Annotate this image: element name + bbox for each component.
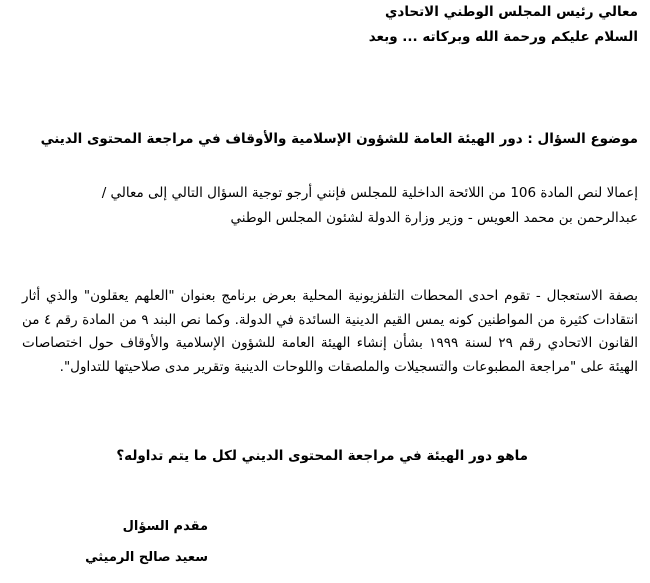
signature-name: سعيد صالح الرميثي bbox=[85, 550, 208, 565]
main-question: ماهو دور الهيئة في مراجعة المحتوى الديني لكل ما يتم تداوله؟ bbox=[116, 448, 528, 464]
question-subject: موضوع السؤال : دور الهيئة العامة للشؤون الإسلامية والأوقاف في مراجعة المحتوى الديني bbox=[40, 131, 638, 147]
intro-line-1: إعمالا لنص المادة 106 من اللائحة الداخلية للمجلس فإنني أرجو توجية السؤال التالي إلى معالي / bbox=[101, 185, 638, 201]
salutation: السلام عليكم ورحمة الله وبركاته ... وبعد bbox=[368, 29, 638, 45]
body-paragraph: بصفة الاستعجال - تقوم احدى المحطات التلفزيونية المحلية بعرض برنامج بعنوان "العلهم يعقلون" والذي أثار انتقادات كثيرة من المواطنين كونه يمس القيم الدينية السائدة في الدولة. وكما نص البند ٩ من المادة رقم ٤ من القانون الاتحادي رقم ٢٩ لسنة ١٩٩٩ بشأن إنشاء الهيئة العامة للشؤون الإسلامية والأوقاف حول اختصاصات الهيئة على "مراجعة المطبوعات والتسجيلات والملصقات واللوحات الدينية وتقرير مدى صلاحيتها للتداول". bbox=[22, 288, 638, 375]
signature-label: مقدم السؤال bbox=[122, 519, 208, 534]
addressee-title: معالي رئيس المجلس الوطني الاتحادي bbox=[385, 4, 638, 20]
intro-line-2: عبدالرحمن بن محمد العويس - وزير وزارة الدولة لشئون المجلس الوطني bbox=[230, 210, 638, 226]
